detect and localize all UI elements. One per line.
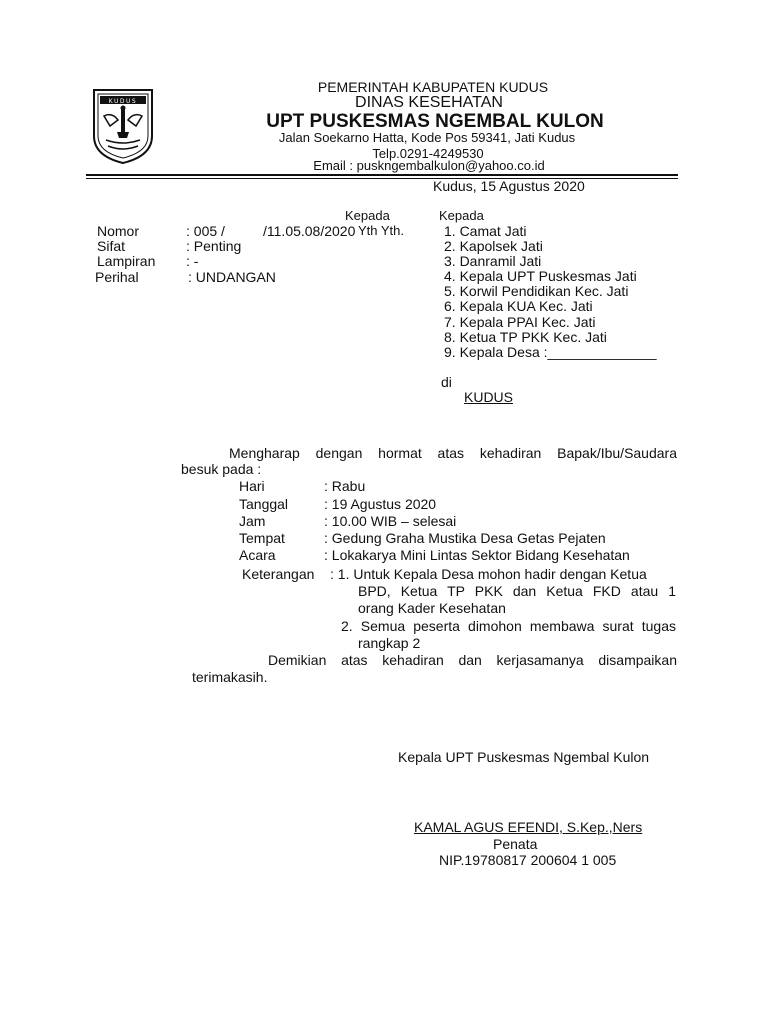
institution-phone: Telp.0291-4249530 [372, 146, 484, 161]
keterangan-label: Keterangan [242, 566, 315, 582]
intro-line-1: Mengharap dengan hormat atas kehadiran Bapak/Ibu/Saudara [229, 445, 677, 461]
recipient-7: 7. Kepala PPAI Kec. Jati [444, 314, 596, 330]
kepada-left: Kepada [345, 208, 390, 223]
recipient-6: 6. Kepala KUA Kec. Jati [444, 298, 593, 314]
keterangan-item-1-line-3: orang Kader Kesehatan [358, 600, 506, 616]
keterangan-item-2-line-1: 2. Semua peserta dimohon membawa surat tugas [341, 618, 676, 634]
sifat-value: : Penting [186, 238, 242, 254]
keterangan-item-1-line-1: : 1. Untuk Kepala Desa mohon hadir dengan Ketua [330, 566, 647, 582]
detail-tempat-value: : Gedung Graha Mustika Desa Getas Pejaten [324, 530, 606, 546]
recipient-1: 1. Camat Jati [444, 223, 527, 239]
detail-hari-label: Hari [239, 478, 265, 494]
department-name: DINAS KESEHATAN [355, 94, 503, 111]
detail-tempat-label: Tempat [239, 530, 285, 546]
perihal-label: Perihal [95, 269, 139, 285]
nomor-label: Nomor [97, 223, 140, 239]
institution-name: UPT PUSKESMAS NGEMBAL KULON [266, 111, 604, 132]
lampiran-value: : - [186, 253, 199, 269]
detail-hari-value: : Rabu [324, 478, 366, 494]
nomor-suffix: /11.05.08/2020 [263, 223, 356, 239]
letterhead-divider-thick [86, 174, 678, 176]
nomor-value: : 005 / [186, 223, 225, 239]
detail-acara-label: Acara [239, 547, 276, 563]
recipient-3: 3. Danramil Jati [444, 253, 542, 269]
lampiran-label: Lampiran [97, 253, 156, 269]
svg-text:KUDUS: KUDUS [108, 98, 138, 105]
signature-title: Kepala UPT Puskesmas Ngembal Kulon [398, 749, 650, 765]
recipient-4: 4. Kepala UPT Puskesmas Jati [444, 268, 637, 284]
recipient-2: 2. Kapolsek Jati [444, 238, 543, 254]
recipient-9: 9. Kepala Desa :______________ [444, 344, 657, 360]
government-name: PEMERINTAH KABUPATEN KUDUS [317, 79, 549, 95]
kepada-right: Kepada [439, 208, 484, 223]
perihal-value: : UNDANGAN [188, 269, 276, 285]
yth-text: Yth Yth. [358, 223, 405, 238]
detail-tanggal-label: Tanggal [239, 496, 289, 512]
keterangan-item-2-line-2: rangkap 2 [358, 635, 421, 651]
recipient-5: 5. Korwil Pendidikan Kec. Jati [444, 283, 629, 299]
di-text: di [441, 374, 452, 390]
institution-address: Jalan Soekarno Hatta, Kode Pos 59341, Jati Kudus [278, 130, 576, 145]
keterangan-item-1-line-2: BPD, Ketua TP PKK dan Ketua FKD atau 1 [358, 583, 676, 599]
signatory-rank: Penata [493, 836, 538, 852]
closing-line-2: terimakasih. [192, 669, 268, 685]
city-kudus: KUDUS [464, 389, 514, 405]
closing-line-1: Demikian atas kehadiran dan kerjasamanya disampaikan [268, 652, 677, 668]
detail-jam-value: : 10.00 WIB – selesai [324, 513, 457, 529]
letterhead-divider-thin [86, 178, 678, 179]
institution-email: Email : puskngembalkulon@yahoo.co.id [313, 158, 545, 173]
detail-tanggal-value: : 19 Agustus 2020 [324, 496, 437, 512]
detail-jam-label: Jam [239, 513, 266, 529]
detail-acara-value: : Lokakarya Mini Lintas Sektor Bidang Kesehatan [324, 547, 630, 563]
signatory-nip: NIP.19780817 200604 1 005 [439, 852, 617, 868]
signatory-name: KAMAL AGUS EFENDI, S.Kep.,Ners [414, 819, 643, 835]
intro-line-2: besuk pada : [181, 461, 262, 477]
letter-date: Kudus, 15 Agustus 2020 [433, 178, 585, 194]
recipient-8: 8. Ketua TP PKK Kec. Jati [444, 329, 607, 345]
sifat-label: Sifat [97, 238, 126, 254]
